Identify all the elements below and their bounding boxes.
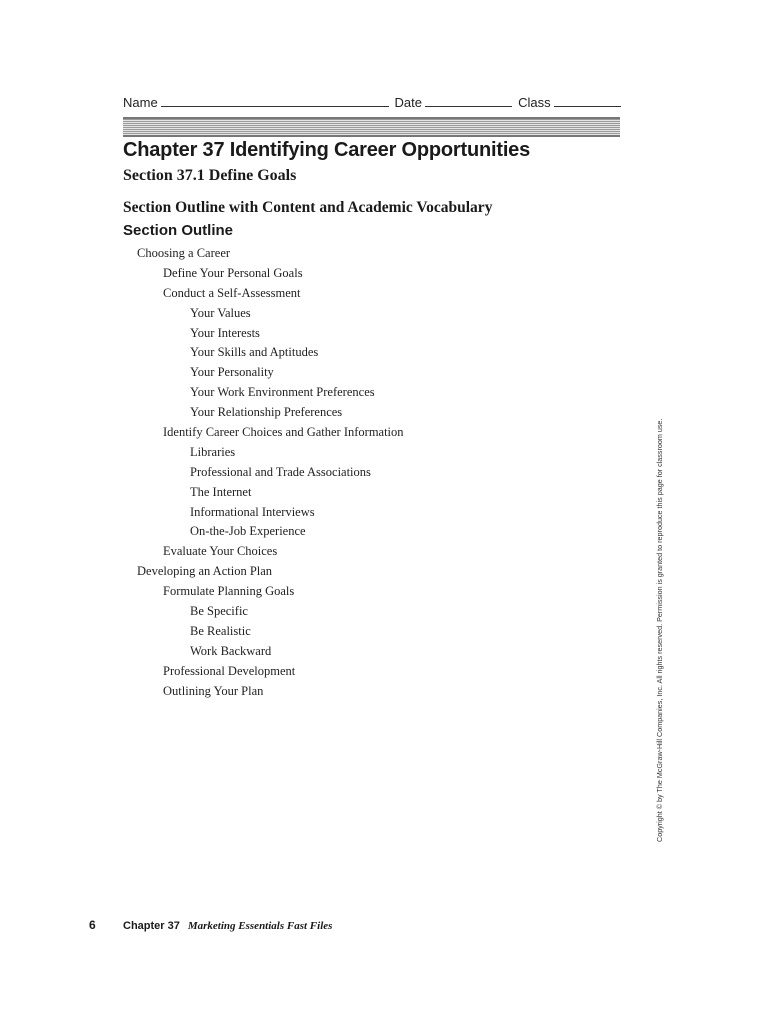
page-number: 6	[89, 918, 96, 932]
outline-item: Be Specific	[190, 604, 248, 619]
footer-chapter: Chapter 37	[123, 920, 180, 932]
page-footer	[89, 918, 489, 932]
outline-item: Your Values	[190, 305, 251, 320]
outline-item: Choosing a Career	[137, 246, 231, 260]
section-outline-list	[0, 244, 404, 701]
outline-item: Evaluate Your Choices	[163, 544, 278, 559]
copyright-notice: Copyright © by The McGraw-Hill Companies, Inc. All rights reserved. Permission is granted to reproduce this page for classroom use.	[655, 418, 664, 842]
footer-book-title: Marketing Essentials Fast Files	[187, 920, 333, 932]
outline-item: Informational Interviews	[190, 504, 315, 519]
outline-item: Professional and Trade Associations	[190, 464, 371, 479]
header-rule-band	[123, 117, 620, 137]
outline-item: Define Your Personal Goals	[163, 265, 303, 280]
outline-item: On-the-Job Experience	[190, 524, 306, 539]
outline-item: The Internet	[190, 484, 252, 499]
date-label: Date	[394, 95, 422, 110]
date-blank-line	[425, 94, 512, 107]
outline-item: Formulate Planning Goals	[163, 584, 295, 599]
outline-item: Your Relationship Preferences	[190, 405, 343, 420]
name-label: Name	[123, 95, 158, 110]
outline-item: Developing an Action Plan	[137, 564, 273, 579]
outline-item: Outlining Your Plan	[163, 683, 264, 698]
section-title: Section 37.1 Define Goals	[123, 167, 297, 184]
student-info-line	[123, 92, 621, 110]
section-subtitle: Section Outline with Content and Academic Vocabulary	[123, 199, 493, 216]
outline-heading: Section Outline	[123, 222, 234, 239]
outline-item: Libraries	[190, 444, 236, 459]
outline-item: Your Work Environment Preferences	[190, 385, 375, 400]
chapter-title: Chapter 37 Identifying Career Opportunities	[123, 139, 531, 161]
outline-item: Your Interests	[190, 325, 260, 340]
outline-item: Be Realistic	[190, 623, 251, 638]
name-blank-line	[161, 94, 389, 107]
class-blank-line	[554, 94, 621, 107]
outline-item: Identify Career Choices and Gather Information	[163, 425, 404, 440]
outline-item: Your Skills and Aptitudes	[190, 345, 319, 360]
class-label: Class	[518, 95, 551, 110]
outline-item: Professional Development	[163, 663, 296, 678]
outline-item: Your Personality	[190, 365, 274, 380]
outline-item: Work Backward	[190, 643, 272, 658]
outline-item: Conduct a Self-Assessment	[163, 285, 301, 300]
